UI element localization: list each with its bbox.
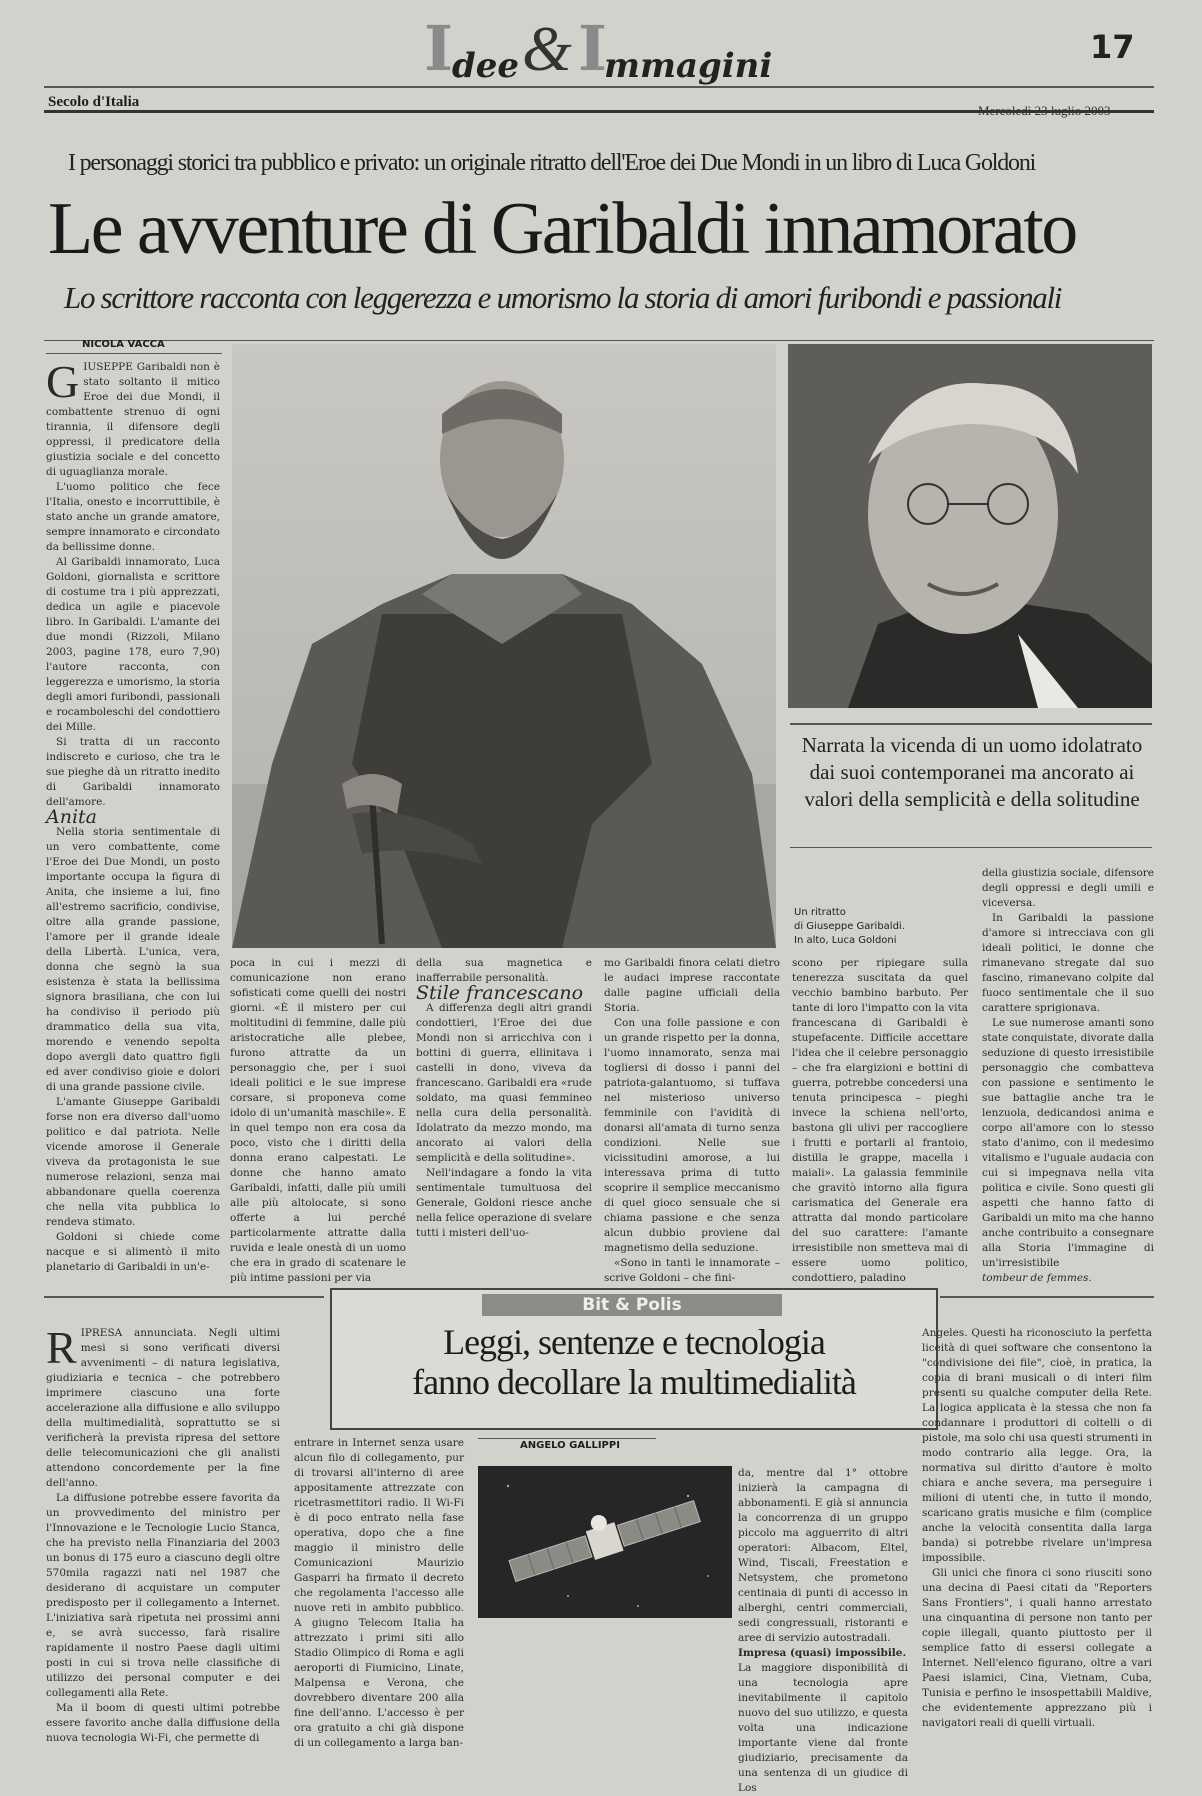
sidebar-banner [482,1294,782,1316]
sidebar-column-1 [46,1322,280,1744]
article-column-6 [982,866,1154,1284]
sidebar-rule-left [44,1296,324,1298]
sidebar-headline-line: fanno decollare la multimedialità [412,1362,856,1402]
sidebar-paragraph: Angeles. Questi ha riconosciuto la perfetta liceità di quei software che consentono la "condivisione dei file", cioè, in pratica, la copia di brani musicali o di interi film presenti su qualche computer della Rete. La logica applicata è la stessa che non fa condannare i produttori di coltelli o di pistole, ma solo chi usa questi strumenti in modo contrario alla legge. Ora, la normativa sul diritto d'autore è molto chiara e anche severa, ma perseguire i milioni di utenti che, in tutto il mondo, scaricano gratis musiche e film (complice anche la velocità consentita dalla larga banda) si potrebbe rivelare un'impresa impossibile. [922,1327,1152,1564]
page-number: 17 [1090,28,1135,66]
sidebar-paragraph: da, mentre dal 1° ottobre inizierà la campagna di abbonamenti. E già si annuncia la concorrenza di un gruppo piccolo ma agguerrito di altri operatori: Albacom, Eltel, Wind, Tiscali, Freestation e Netsystem, che prometono centinaia di punti di accesso in alberghi, centri commerciali, sedi congressuali, ristoranti e aree di servizio autostradali. [738,1467,908,1644]
caption-line: di Giuseppe Garibaldi. [794,921,905,932]
section-title-letter-i: I [424,12,454,85]
article-paragraph: Le sue numerose amanti sono state conquistate, divorate dalla seduzione di questo irresistibile personaggio che combatteva con passione e sentimento le sue battaglie anche tra le lenzuola, dedicandosi anima e corpo all'amore con lo stesso stato d'animo, con il medesimo vitalismo e l'uguale audacia con cui si impegnava nella vita politica e civile. Sono questi gli aspetti che hanno fatto di Garibaldi un mito ma che hanno anche contribuito a consegnare alla Storia l'immagine di un'irresistibile [982,1017,1154,1269]
sidebar-column-2 [294,1436,464,1749]
article-paragraph: della giustizia sociale, difensore degli oppressi e degli umili e viceversa. [982,867,1154,909]
caption-line: In alto, Luca Goldoni [794,935,897,946]
sidebar-column-4 [922,1326,1152,1740]
section-header [0,0,1202,115]
article-paragraph: mo Garibaldi finora celati dietro le audaci imprese raccontate dalle pagine ufficiali della Storia. [604,957,780,1014]
article-column-3 [416,956,592,1266]
section-title-ampersand: & [522,13,572,84]
subhead-anita [46,806,220,828]
sidebar-paragraph: Ma il boom di questi ultimi potrebbe essere favorito anche dalla diffusione della nuova tecnologia Wi-Fi, che permette di [46,1702,280,1744]
sidebar-inline-heading: Impresa (quasi) impossibile. [738,1647,907,1659]
article-column-2 [230,956,406,1284]
sidebar-rule-right [940,1296,1154,1298]
article-column-5 [792,956,968,1284]
sidebar-dropcap: R [46,1322,77,1373]
article-closing-phrase: tombeur de femmes. [982,1272,1092,1284]
luca-goldoni-photo [788,344,1152,708]
article-paragraph: Goldoni si chiede come nacque e si alimentò il mito planetario di Garibaldi in un'e- [46,1231,220,1273]
sidebar-byline: ANGELO GALLIPPI [520,1440,620,1451]
pullquote-rule-bottom [790,847,1152,848]
article-paragraph: Con una folle passione e con un grande rispetto per la donna, l'uomo innamorato, senza mai togliersi di dosso i panni del patriota-galantuomo, si tuffava nel misterioso universo femminile con l'avidità di donarsi all'amata di turno senza condizioni. Nelle sue vicissitudini amorose, a lui interessava prima di tutto scoprire il semplice meccanismo di quel gioco sensuale che si chiama passione e che senza alcun dubbio proviene dal magnetismo della seduzione. [604,1017,780,1254]
article-paragraph: L'uomo politico che fece l'Italia, onesto e incorruttibile, è stato anche un grande amatore, sempre innamorato e circondato da bellissime donne. [46,481,220,553]
sidebar-headline-line: Leggi, sentenze e tecnologia [443,1322,825,1362]
caption-line: Un ritratto [794,907,846,918]
article-paragraph: della sua magnetica e inafferrabile personalità. [416,957,592,984]
photo-caption [794,906,954,948]
article-column-4 [604,956,780,1284]
section-title-letter-i2: I [578,12,608,85]
newspaper-name: Secolo d'Italia [48,94,140,110]
section-title-mmagini: mmagini [604,46,773,86]
subhead-stile-text: Stile francescano [416,982,584,1004]
section-title [418,10,798,90]
sidebar-paragraph: Gli unici che finora ci sono riusciti sono una decina di Paesi citati da "Reporters Sans Frontiers", i quali hanno arrestato una cinquantina di persone non tanto per copie illegali, quanto piuttosto per il semplice fatto di essersi collegate a Internet. Nell'elenco figurano, oltre a vari Paesi islamici, Cina, Vietnam, Cuba, Tunisia e perfino le insospettabili Maldive, che evidentemente apprezzano più i navigatori reali di quelli virtuali. [922,1567,1152,1729]
sidebar-paragraph: La maggiore disponibilità di una tecnologia apre inevitabilmente il capitolo nuovo del suo utilizzo, e questa volta una indicazione importante viene dal fronte giudiziario, precisamente da una sentenza di un giudice di Los [738,1662,908,1794]
sidebar-paragraph: entrare in Internet senza usare alcun filo di collegamento, pur di trovarsi all'interno di aree appositamente attrezzate con ricetrasmettitori radio. Il Wi-Fi è di poco entrato nella fase operativa, dopo che a fine maggio il ministro delle Comunicazioni Maurizio Gasparri ha firmato il decreto che regolamenta l'accesso alle nuove reti in ambito pubblico. A giugno Telecom Italia ha attrezzato i primi siti allo Stadio Olimpico di Roma e agli aeroporti di Fiumicino, Linate, Malpensa e Verona, che dovrebbero diventare 200 alla fine dell'anno. L'accesso è per ora gratuito a chi già dispone di un collegamento a larga ban- [294,1437,464,1749]
garibaldi-portrait-photo [232,344,776,948]
article-paragraph: A differenza degli altri grandi condottieri, l'Eroe dei due Mondi non si arricchiva con i bottini di guerra, ellinitava i castelli in dono, viveva da francescano. Garibaldi era «rude soldato, ma quasi femmineo nella cura della personalità. Idolatrato da mezzo mondo, ma ancorato ai valori della semplicità e della solitudine». [416,1002,592,1164]
article-paragraph: L'amante Giuseppe Garibaldi forse non era diverso dall'uomo politico e dal patriota. Nelle vicende amorose il Generale viveva da protagonista le sue numerose relazioni, senza mai abbandonare quella coerenza che nella vita pubblica lo rendeva stimato. [46,1096,220,1228]
article-paragraph: Al Garibaldi innamorato, Luca Goldoni, giornalista e scrittore di costume tra i più apprezzati, dedica un agile e piacevole libro. In Garibaldi. L'amante dei due mondi (Rizzoli, Milano 2003, pagine 178, euro 7,90) l'autore racconta, con leggerezza e umorismo, la storia degli amori furibondi, passionali e rocamboleschi del condottiero dei Mille. [46,556,220,733]
article-paragraph: «Sono in tanti le innamorate – scrive Goldoni – che fini- [604,1257,780,1284]
section-title-dee: dee [452,46,520,86]
article-column-1 [46,356,220,1273]
sidebar-paragraph: La diffusione potrebbe essere favorita da un provvedimento del ministro per l'Innovazione e le Tecnologie Lucio Stanca, che ha previsto nella Finanziaria del 2003 un bonus di 175 euro a ciascuno degli oltre 570mila ragazzi nati nel 1987 che desiderano di acquistare un computer predisposto per il collegamento a Internet. L'iniziativa sarà ripetuta nei prossimi anni e, se avrà successo, farà risalire rapidamente il nostro Paese dagli ultimi posti in cui si trova nelle classifiche di utilizzo dei personal computer e dei collegamenti alla Rete. [46,1492,280,1699]
pullquote: Narrata la vicenda di un uomo idolatrato dai suoi contemporanei ma ancorato ai valori della semplicità e della solitudine [801,733,1143,811]
sidebar-byline-rule [478,1438,656,1439]
byline-rule [44,340,1154,341]
satellite-photo [478,1466,732,1618]
sidebar-headline [332,1322,936,1402]
article-paragraph: poca in cui i mezzi di comunicazione non erano sofisticati come quelli dei nostri giorni. «È il mistero per cui moltitudini di femmine, dalle più aristocratiche alle plebee, furono attratte da un personaggio che, per i suoi ideali politici e le sue imprese corsare, si proponeva come idolo di un'umanità maschile». E in quel tempo non era cosa da poco, visto che i diritti della donna erano calpestati. Le donne che hanno amato Garibaldi, infatti, dalle più umili alle più altolocate, si sono offerte a lui perché particolarmente attratte dalla ruvida e leale onestà di un uomo che era in grado di scatenare le più intime passioni per via [230,957,406,1284]
article-headline: Le avventure di Garibaldi innamorato [48,188,1076,270]
article-paragraph: IUSEPPE Garibaldi non è stato soltanto il mitico Eroe dei due Mondi, il combattente strenuo di ogni tirannia, il difensore degli oppressi, il predicatore della giustizia sociale e del concetto di uguaglianza morale. [46,361,220,478]
subhead-stile [416,982,592,1004]
article-kicker: I personaggi storici tra pubblico e privato: un originale ritratto dell'Eroe dei Due Mondi in un libro di Luca Goldoni [68,150,1036,176]
header-rule-bottom [44,110,1154,113]
article-paragraph: Nella storia sentimentale di un vero combattente, come l'Eroe dei Due Mondi, un posto importante occupa la figura di Anita, che insieme a lui, fino all'estremo sacrificio, condivise, oltre alla grande passione, l'amore per il grande ideale della Libertà. L'unica, vera, donna che segnò la sua esistenza è stata la bellissima signora brasiliana, che con lui ha condiviso il periodo più drammatico della sua vita, morendo e venendo sepolta dopo avergli dato quattro figli ed aver condiviso gioie e dolori di una grande passione civile. [46,826,220,1093]
header-rule-top [44,86,1154,88]
article-paragraph: In Garibaldi la passione d'amore si intrecciava con gli ideali politici, le donne che rimanevano stregate dal suo fascino, rimanevano colpite dal fuoco sentimentale che il suo carattere sprigionava. [982,912,1154,1014]
article-paragraph: scono per ripiegare sulla tenerezza suscitata da quel vecchio bambino barbuto. Per tante di loro l'impatto con la vita francescana di Garibaldi è stupefacente. Difficile accettare l'idea che il celebre personaggio – che fra elargizioni e bottini di guerra, potrebbe concedersi una tenuta principesca – pieghi invece la schiena nell'orto, bastona gli ulivi per raccogliere i frutti e portarli al frantoio, distilla le grappe, macella i maiali». La galassia femminile che gravitò intorno alla figura carismatica del Generale era attratta dal mondo particolare del suo carattere: l'amante irresistibile non smetteva mai di essere uomo politico, condottiero, paladino [792,957,968,1284]
sidebar-column-3-text [738,1466,908,1794]
pullquote-rule-top [790,723,1152,725]
article-paragraph: Si tratta di un racconto indiscreto e curioso, che tra le sue pieghe dà un ritratto inedito di Garibaldi innamorato dell'amore. [46,736,220,808]
article-paragraph: Nell'indagare a fondo la vita sentimentale tumultuosa del Generale, Goldoni riesce anche nella felice operazione di svelare tutti i misteri dell'uo- [416,1167,592,1239]
sidebar-banner-text: Bit & Polis [582,1295,682,1315]
subhead-anita-text: Anita [46,806,97,828]
article-byline: NICOLA VACCA [82,339,165,350]
article-deck: Lo scrittore racconta con leggerezza e umorismo la storia di amori furibondi e passionali [64,280,1062,315]
byline-rule-under [46,353,222,354]
sidebar-headline-box [330,1288,938,1430]
sidebar-paragraph: IPRESA annunciata. Negli ultimi mesi si sono verificati diversi avvenimenti – di natura legislativa, giudiziaria e tecnica – che potrebbero imprimere ciascuno una forte accelerazione alla diffusione e allo sviluppo della multimedialità, soprattutto se si verificherà la prevista ripresa del settore delle telecomunicazioni che gli analisti attendono concordemente per la fine dell'anno. [46,1327,280,1489]
article-dropcap: G [46,356,80,407]
